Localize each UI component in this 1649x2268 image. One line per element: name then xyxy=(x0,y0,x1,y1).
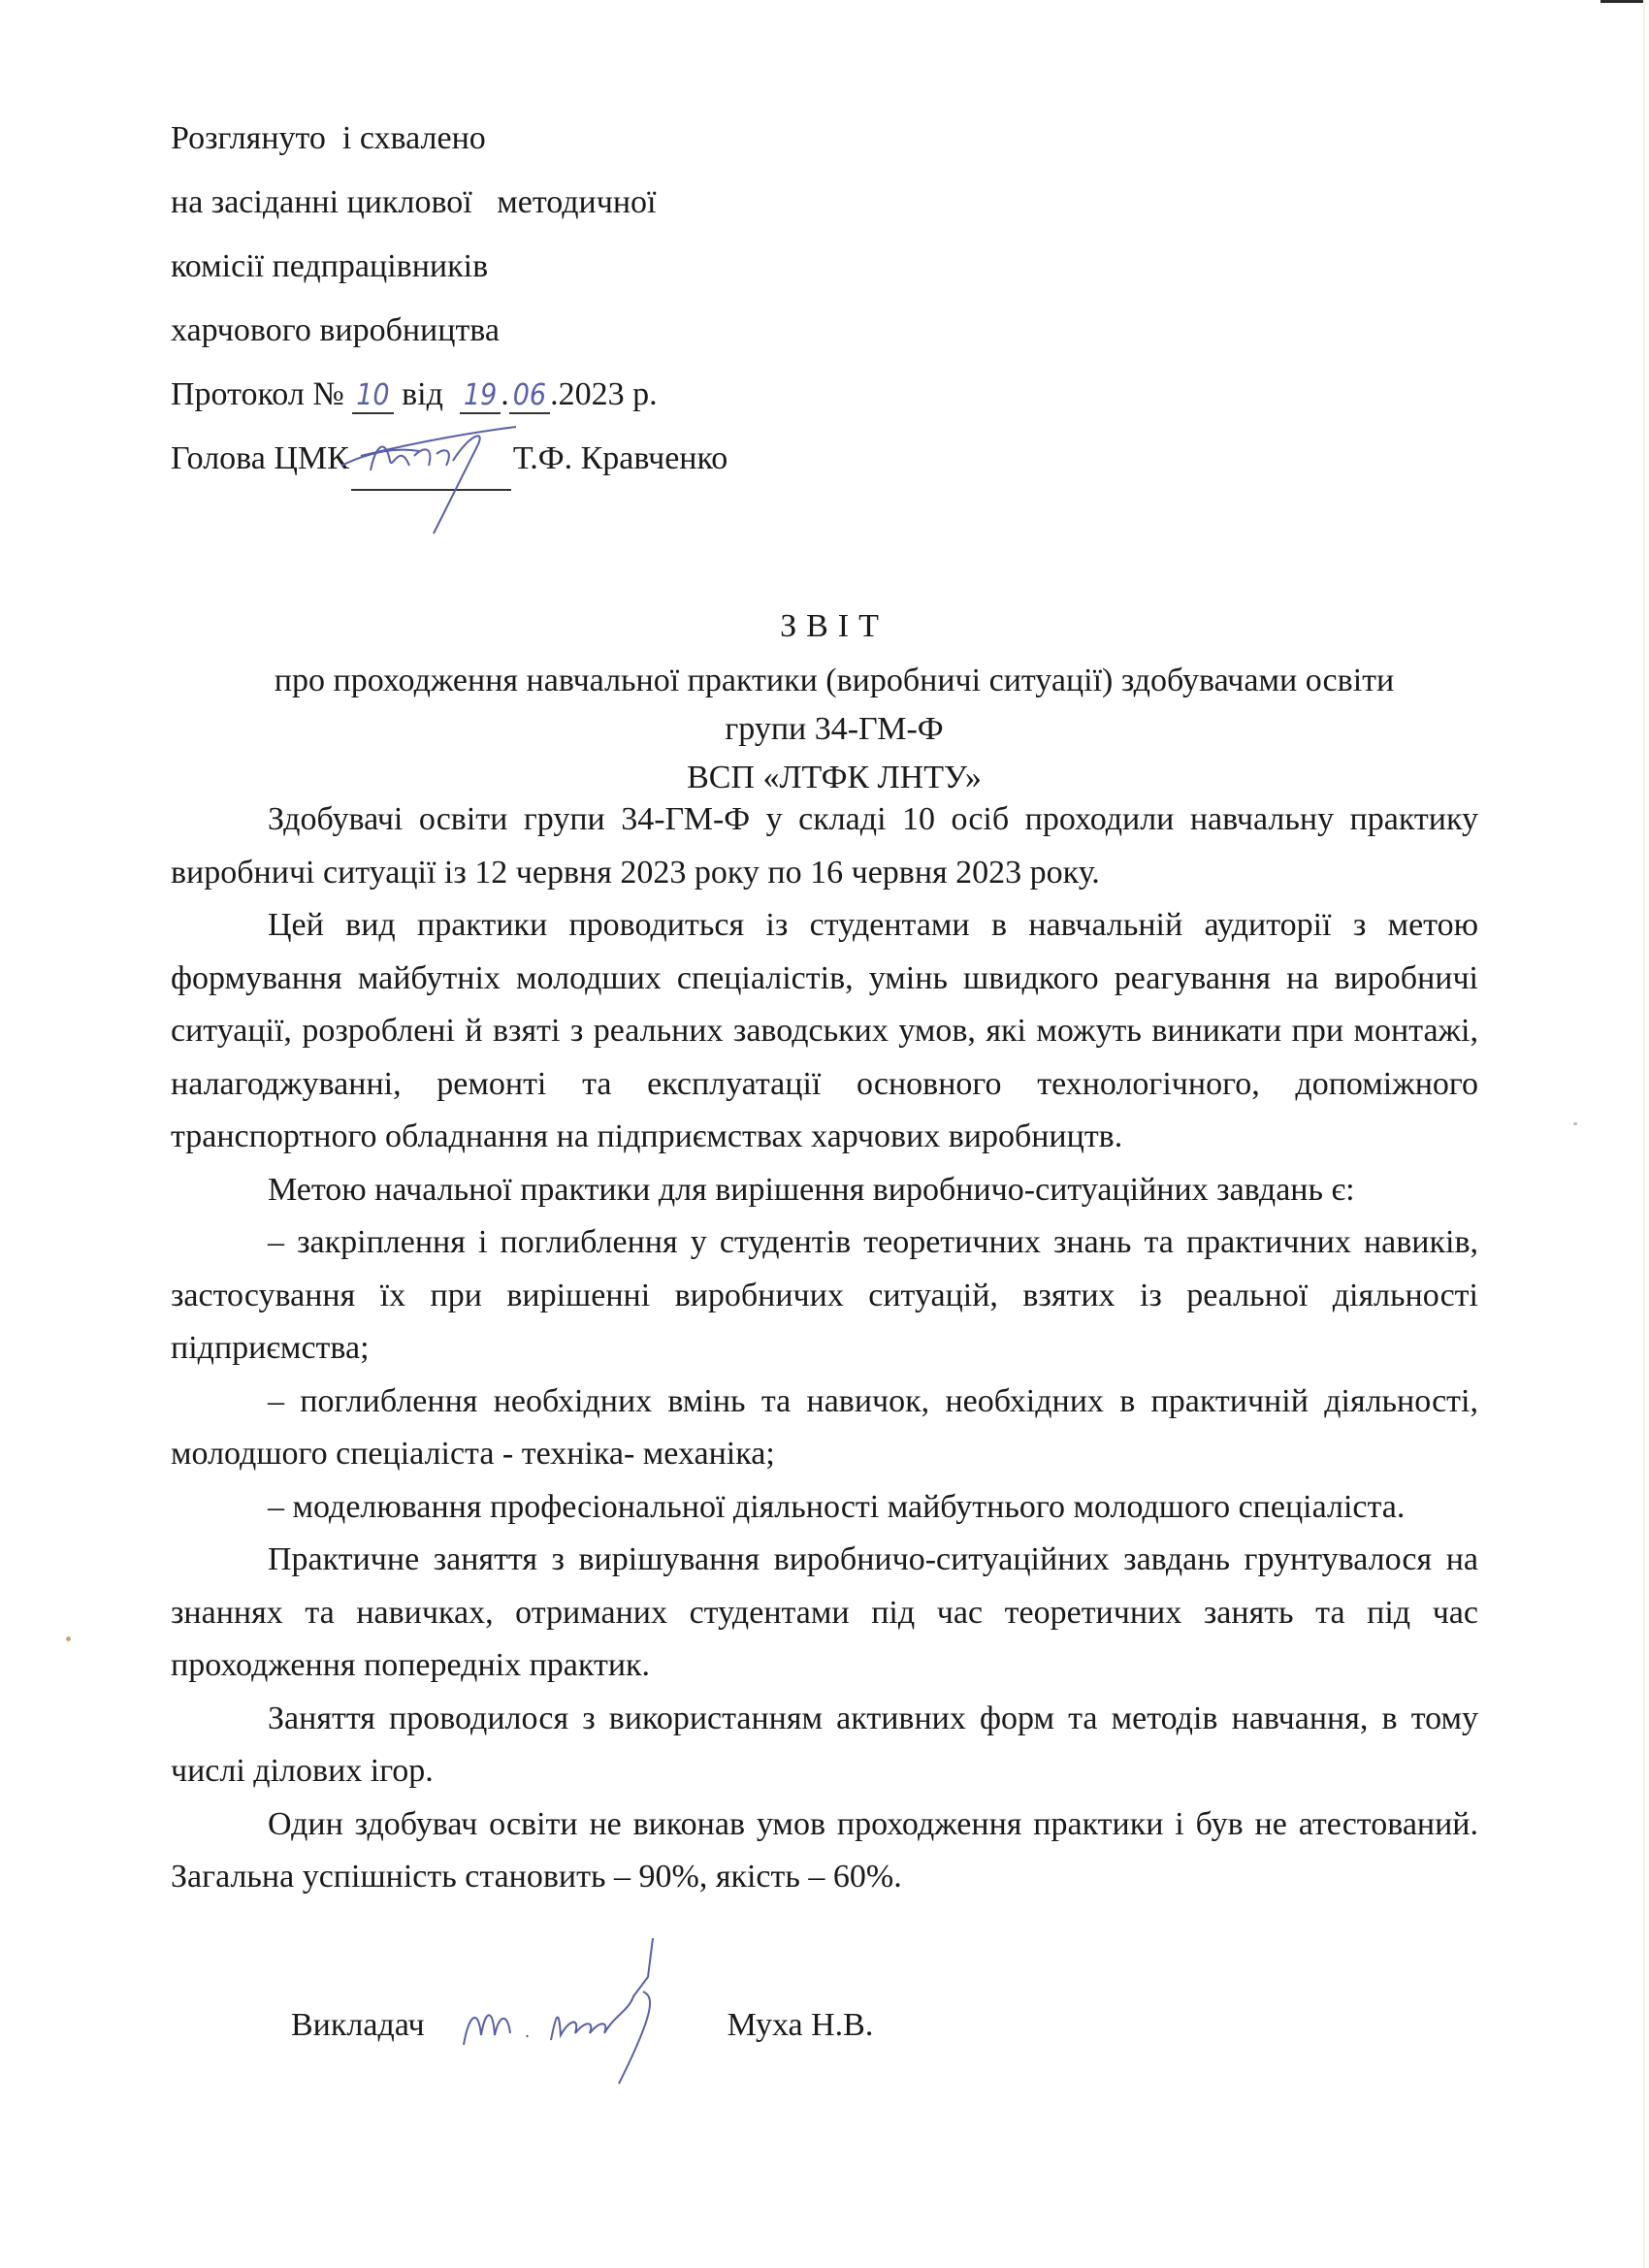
report-group: групи 34-ГМ-Ф xyxy=(725,711,944,747)
goal-item: – поглиблення необхідних вмінь та навичок, необхідних в практичній діяльності, молодшого спеціаліста - техніка- механіка; xyxy=(171,1382,1478,1472)
paper-speck xyxy=(66,1636,71,1641)
protocol-month: 06 xyxy=(509,379,550,414)
paragraph: Метою начальної практики для вирішення виробничо-ситуаційних завдань є: xyxy=(268,1171,1355,1208)
paper-speck xyxy=(1573,1122,1577,1125)
report-title-block xyxy=(165,597,1504,802)
signature-footer xyxy=(291,1996,873,2055)
protocol-year: .2023 р. xyxy=(550,376,658,412)
protocol-number: 10 xyxy=(352,379,393,414)
signature-icon xyxy=(332,427,526,534)
protocol-from-label: від xyxy=(402,376,443,412)
report-body xyxy=(171,794,1478,1904)
approval-line: комісії педпрацівників xyxy=(171,248,489,284)
signature-icon xyxy=(454,1938,716,2093)
paragraph: Один здобувач освіти не виконав умов проходження практики і був не атестований. Загальна успішність становить – 90%, якість – 60%. xyxy=(171,1805,1478,1895)
protocol-label: Протокол № xyxy=(171,376,344,412)
head-line xyxy=(171,427,728,491)
paragraph: Здобувачі освіти групи 34-ГМ-Ф у складі 10 осіб проходили навчальну практику виробничі ситуації із 12 червня 2023 року по 16 червня 2023 року. xyxy=(171,801,1478,891)
scan-edge-mark xyxy=(1600,0,1644,3)
paragraph: Практичне заняття з вирішування виробничо-ситуаційних завдань грунтувалося на знаннях та навичках, отриманих студентами під час теоретичних занять та під час проходження попередніх практик. xyxy=(171,1541,1478,1683)
report-subtitle: про проходження навчальної практики (виробничі ситуації) здобувачами освіти xyxy=(274,663,1395,698)
head-label: Голова ЦМК xyxy=(171,440,349,476)
report-institution: ВСП «ЛТФК ЛНТУ» xyxy=(687,760,982,795)
approval-line: Розглянуто і схвалено xyxy=(171,120,486,156)
head-signature xyxy=(351,456,511,491)
paragraph: Цей вид практики проводиться із студентами в навчальній аудиторії з метою формування майбутніх молодших спеціалістів, умінь швидкого реагування на виробничі ситуації, розроблені й взяті з реальних заводських умов, які можуть виникати при монтажі, налагоджуванні, ремонті та експлуатації основного технологічного, допоміжного транспортного обладнання на підприємствах харчових виробництв. xyxy=(171,907,1478,1154)
approval-block xyxy=(171,107,728,491)
paragraph: Заняття проводилося з використанням активних форм та методів навчання, в тому числі ділових ігор. xyxy=(171,1700,1478,1789)
teacher-signature xyxy=(454,1996,716,2055)
protocol-line: Протокол № 10 від 19 . 06 .2023 р. xyxy=(171,376,658,412)
approval-line: на засіданні циклової методичної xyxy=(171,184,657,220)
protocol-day: 19 xyxy=(460,379,501,414)
goal-item: – моделювання професіональної діяльності майбутнього молодшого спеціаліста. xyxy=(268,1488,1406,1525)
scan-right-edge xyxy=(1643,0,1645,2268)
head-name: Т.Ф. Кравченко xyxy=(512,440,728,476)
report-heading: ЗВІТ xyxy=(780,608,889,644)
teacher-role: Викладач xyxy=(291,2007,425,2043)
goal-item: – закріплення і поглиблення у студентів теоретичних знань та практичних навиків, застосування їх при вирішенні виробничих ситуацій, взятих із реальної діяльності підприємства; xyxy=(171,1224,1478,1366)
teacher-name: Муха Н.В. xyxy=(727,2007,874,2043)
approval-line: харчового виробництва xyxy=(171,312,501,348)
